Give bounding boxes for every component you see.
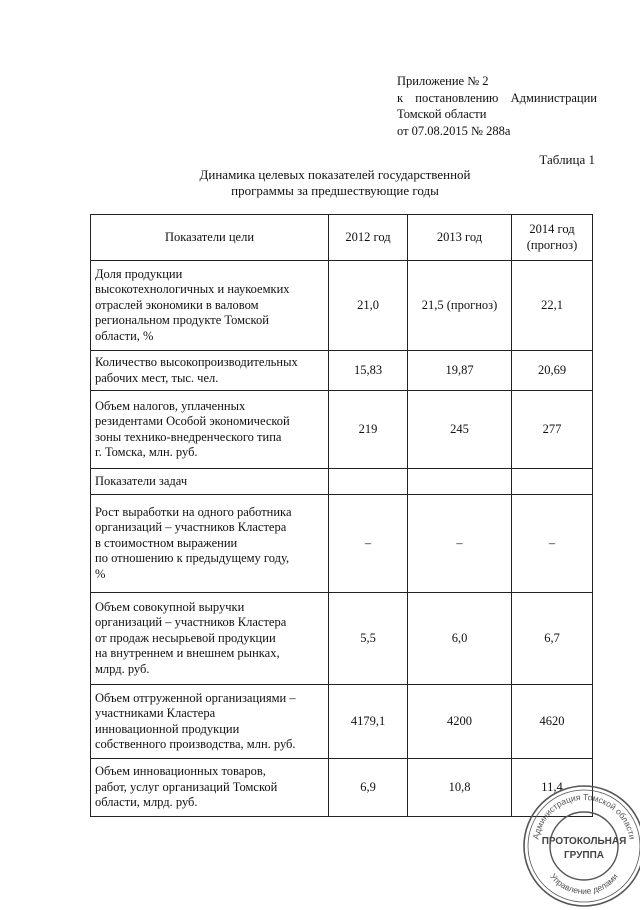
indicator-name: Объем отгруженной организациями – участниками Кластера инновационной продукции собственного производства, млн. руб. [91,685,329,759]
stamp-bottom-text: Управление делами [548,871,620,897]
stamp-center-line1: ПРОТОКОЛЬНАЯ [541,836,627,847]
value-2013: 4200 [408,685,512,759]
indicator-name: Доля продукции высокотехнологичных и наукоемких отраслей экономики в валовом региональном продукте Томской области, % [91,261,329,351]
value-2013: 245 [408,391,512,469]
table-row [91,593,593,685]
value-2012: 21,0 [329,261,408,351]
value-2013: 19,87 [408,351,512,391]
value-2013: 6,0 [408,593,512,685]
resolution-date: от 07.08.2015 № 288а [397,123,511,138]
table-row [91,261,593,351]
value-2014: – [512,495,593,593]
stamp-outer-text: Администрация Томской области [530,791,638,841]
value-2014: 277 [512,391,593,469]
document-title: Динамика целевых показателей государственной программы за предшествующие годы [199,167,471,198]
table-row [91,759,593,817]
value-2012: 6,9 [329,759,408,817]
value-2012: 15,83 [329,351,408,391]
value-2012 [329,469,408,495]
indicators-table [90,214,593,817]
table-row [91,351,593,391]
header-2012: 2012 год [329,215,408,261]
indicator-name: Объем налогов, уплаченных резидентами Особой экономической зоны технико-внедренческого типа г. Томска, млн. руб. [91,391,329,469]
value-2012: – [329,495,408,593]
table-header-row [91,215,593,261]
value-2014: 20,69 [512,351,593,391]
value-2014: 11,4 [512,759,593,817]
appendix-number: Приложение № 2 [397,74,489,88]
header-indicator: Показатели цели [91,215,329,261]
value-2014: 6,7 [512,593,593,685]
value-2014: 4620 [512,685,593,759]
value-2013 [408,469,512,495]
indicator-name: Количество высокопроизводительных рабочих мест, тыс. чел. [91,351,329,391]
header-2014: 2014 год (прогноз) [512,215,593,261]
stamp-center-line2: ГРУППА [563,850,605,861]
value-2012: 5,5 [329,593,408,685]
table-row [91,469,593,495]
stamp-seal [520,782,640,910]
value-2014 [512,469,593,495]
indicator-name: Объем совокупной выручки организаций – участников Кластера от продаж несырьевой продукции на внутреннем и внешнем рынках, млрд. руб. [91,593,329,685]
table-label: Таблица 1 [539,152,595,167]
value-2012: 4179,1 [329,685,408,759]
resolution-reference: к постановлению Администрации [397,90,597,105]
value-2014: 22,1 [512,261,593,351]
value-2013: 21,5 (прогноз) [408,261,512,351]
value-2013: 10,8 [408,759,512,817]
value-2013: – [408,495,512,593]
indicator-name: Объем инновационных товаров, работ, услуг организаций Томской области, млрд. руб. [91,759,329,817]
indicator-name: Показатели задач [91,469,329,495]
region-name: Томской области [397,107,487,121]
header-2013: 2013 год [408,215,512,261]
document-header [397,73,597,139]
table-row [91,391,593,469]
table-row [91,495,593,593]
indicator-name: Рост выработки на одного работника организаций – участников Кластера в стоимостном выражении по отношению к предыдущему году, % [91,495,329,593]
value-2012: 219 [329,391,408,469]
table-row [91,685,593,759]
